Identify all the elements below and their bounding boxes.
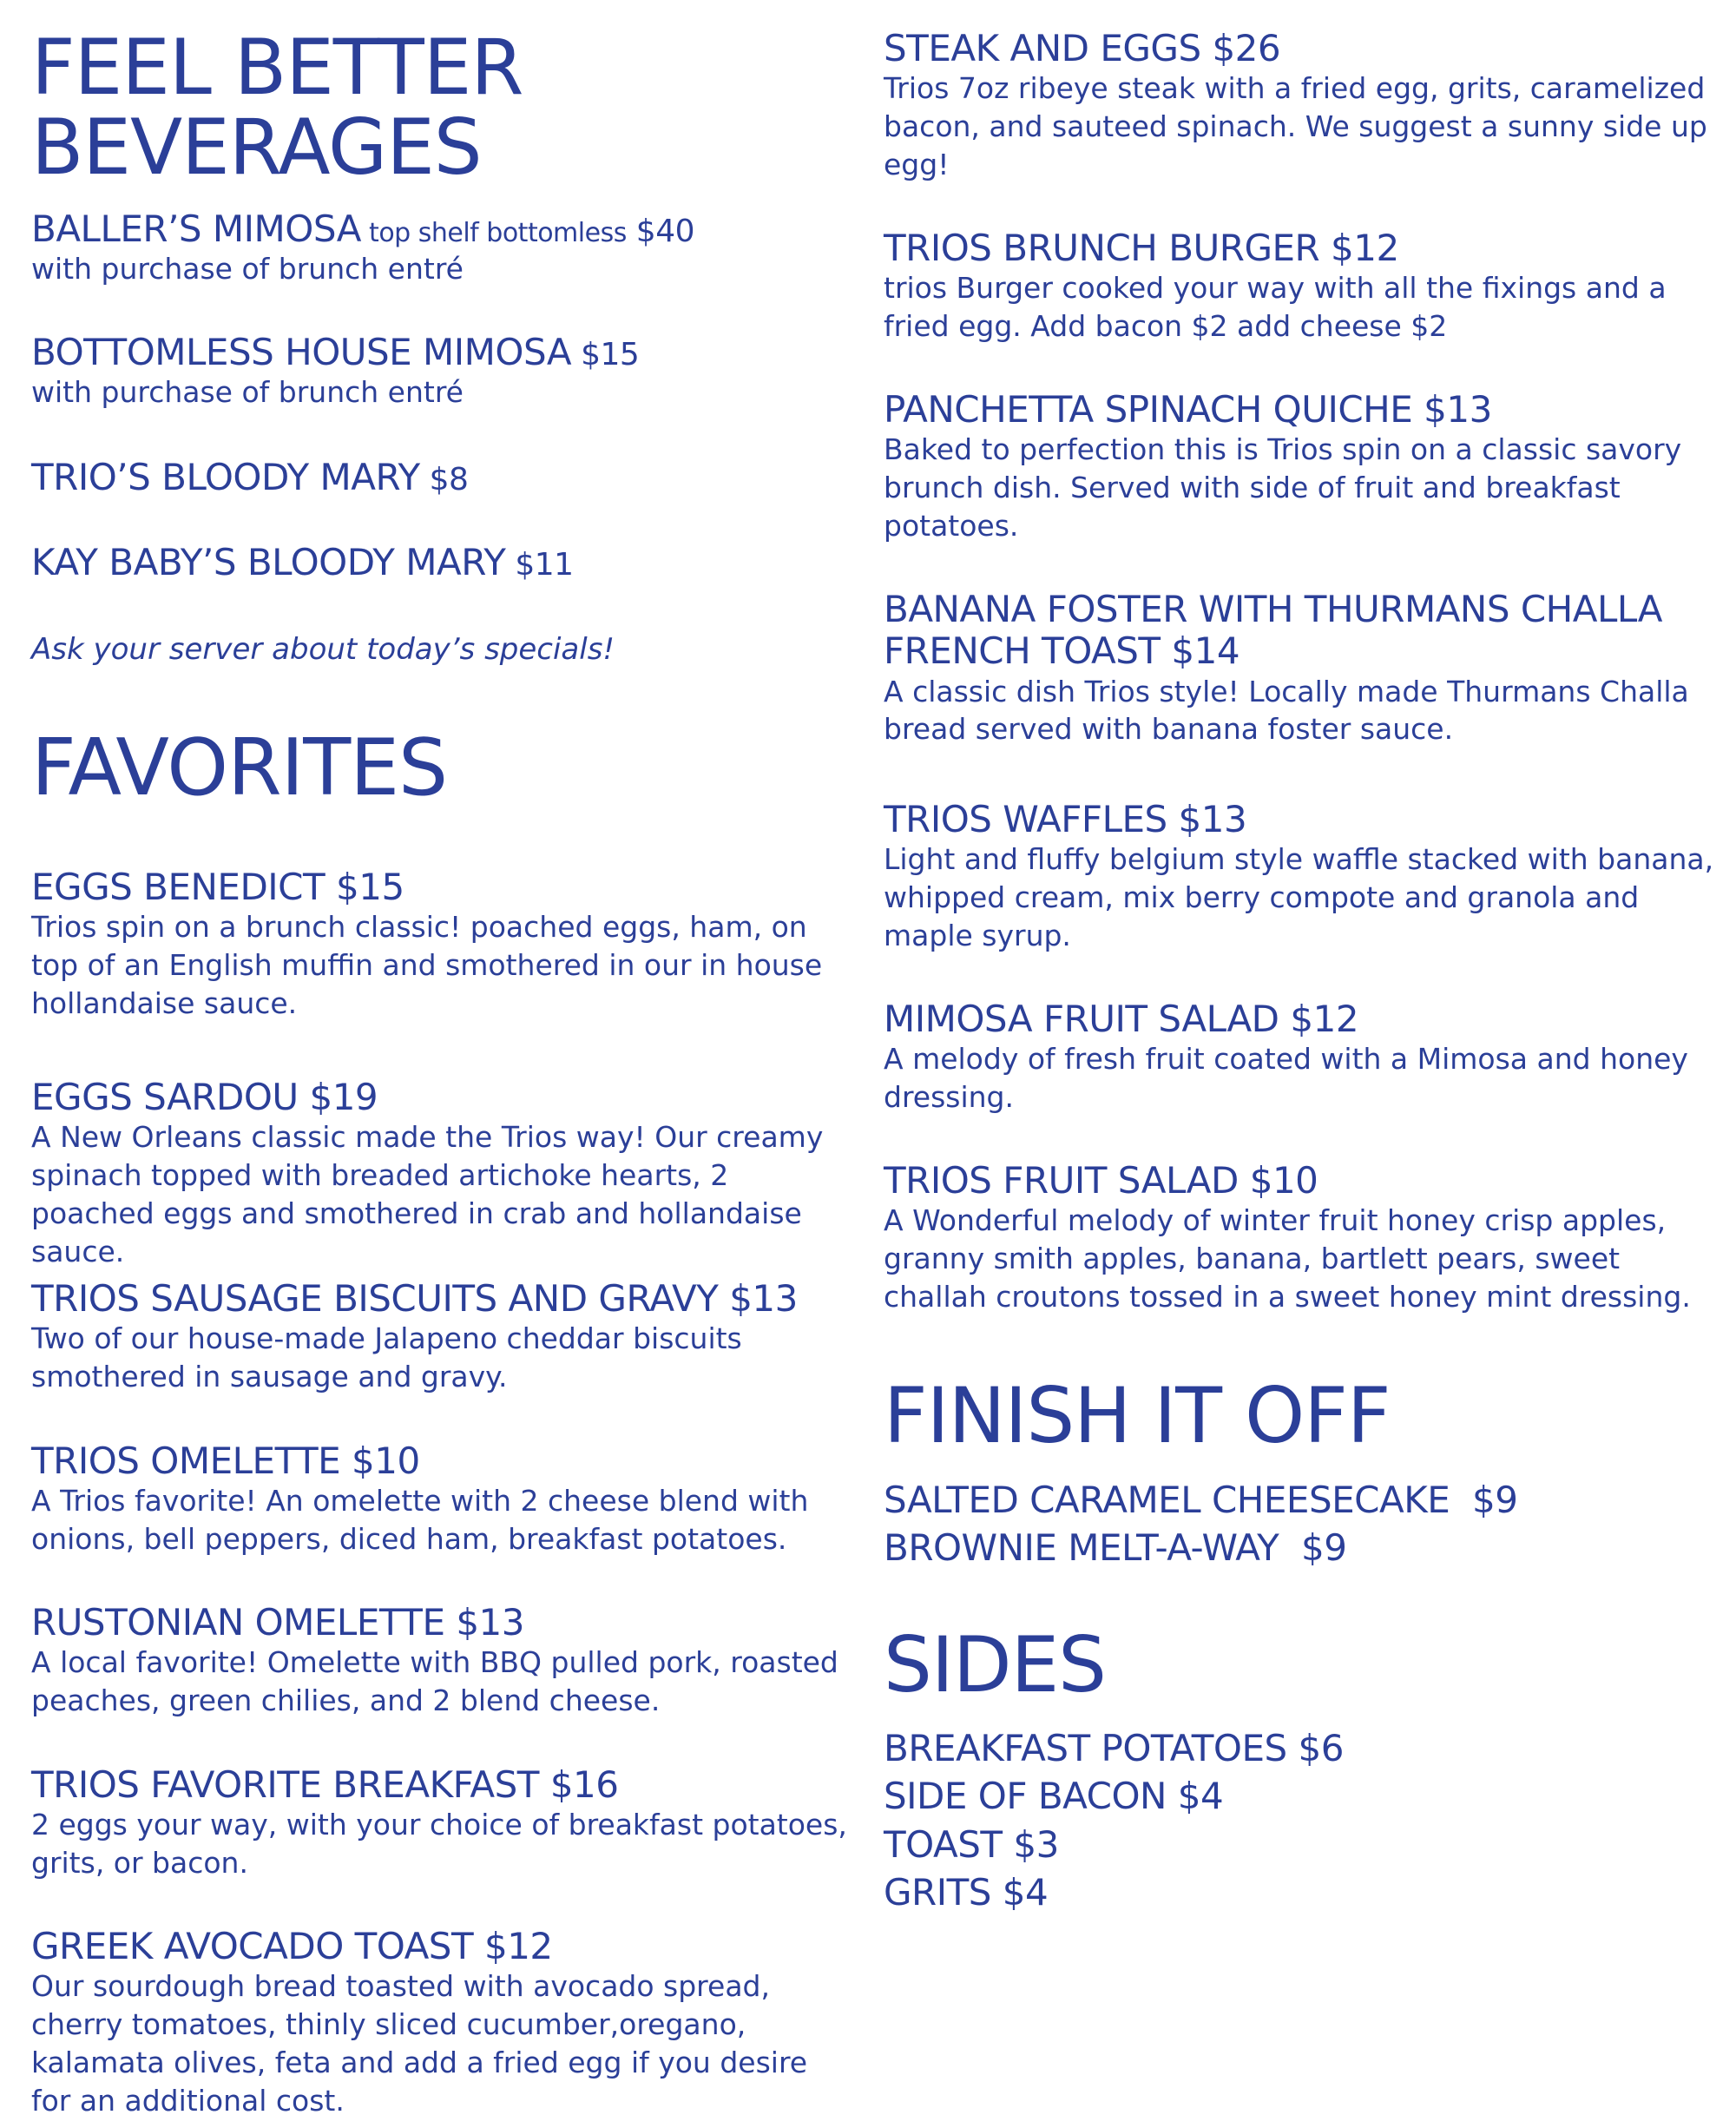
menu-item bbox=[31, 1926, 847, 2120]
menu-item bbox=[31, 1440, 847, 1558]
side-item: SIDE OF BACON $4 bbox=[884, 1775, 1224, 1818]
finish-title: FINISH IT OFF bbox=[884, 1371, 1391, 1460]
item-description: A melody of fresh fruit coated with a Mimosa and honey dressing. bbox=[884, 1042, 1688, 1115]
menu-item bbox=[884, 1160, 1717, 1316]
item-name: GREEK AVOCADO TOAST $12 bbox=[31, 1925, 553, 1967]
menu-item bbox=[884, 389, 1717, 545]
item-description: A Trios favorite! An omelette with 2 cheese blend with onions, bell peppers, diced ham, breakfast potatoes. bbox=[31, 1484, 809, 1557]
item-price: $11 bbox=[505, 547, 574, 583]
item-name: BOTTOMLESS HOUSE MIMOSA bbox=[31, 331, 572, 373]
item-name: TRIOS FAVORITE BREAKFAST $16 bbox=[31, 1763, 619, 1806]
item-description: Baked to perfection this is Trios spin on a classic savory brunch dish. Served with side of fruit and breakfast potatoes. bbox=[884, 432, 1682, 544]
item-description: trios Burger cooked your way with all the fixings and a fried egg. Add bacon $2 add cheese $2 bbox=[884, 271, 1667, 344]
item-description: with purchase of brunch entré bbox=[31, 252, 464, 287]
side-item: TOAST $3 bbox=[884, 1822, 1059, 1866]
item-description: Two of our house-made Jalapeno cheddar biscuits smothered in sausage and gravy. bbox=[31, 1321, 742, 1394]
side-item: BREAKFAST POTATOES $6 bbox=[884, 1727, 1344, 1769]
item-name: TRIOS OMELETTE $10 bbox=[31, 1440, 420, 1482]
menu-item bbox=[31, 866, 847, 1023]
menu-item bbox=[31, 1764, 847, 1882]
item-name: EGGS BENEDICT $15 bbox=[31, 866, 404, 908]
menu-item bbox=[884, 998, 1717, 1117]
item-name: BANANA FOSTER WITH THURMANS CHALLA FRENCH TOAST $14 bbox=[884, 588, 1662, 673]
item-name: KAY BABY’S BLOODY MARY bbox=[31, 541, 506, 583]
side-item: GRITS $4 bbox=[884, 1871, 1049, 1914]
item-name: TRIOS BRUNCH BURGER $12 bbox=[884, 227, 1399, 269]
sides-title: SIDES bbox=[884, 1620, 1107, 1710]
item-description: A local favorite! Omelette with BBQ pulled pork, roasted peaches, green chilies, and 2 blend cheese. bbox=[31, 1645, 838, 1718]
item-name: TRIO’S BLOODY MARY bbox=[31, 456, 420, 498]
item-name: MIMOSA FRUIT SALAD $12 bbox=[884, 998, 1359, 1040]
favorites-title: FAVORITES bbox=[31, 722, 448, 814]
item-description: A Wonderful melody of winter fruit honey crisp apples, granny smith apples, banana, bartlett pears, sweet challah croutons tossed in a sweet honey mint dressing. bbox=[884, 1203, 1691, 1314]
menu-item-bottomless-house-mimosa bbox=[31, 332, 847, 412]
item-description: with purchase of brunch entré bbox=[31, 375, 464, 410]
item-name: STEAK AND EGGS $26 bbox=[884, 27, 1281, 69]
item-name: EGGS SARDOU $19 bbox=[31, 1076, 378, 1118]
menu-item bbox=[884, 28, 1717, 184]
menu-item bbox=[31, 1077, 847, 1271]
item-name: TRIOS FRUIT SALAD $10 bbox=[884, 1159, 1318, 1202]
menu-item bbox=[884, 589, 1717, 748]
item-price: $8 bbox=[419, 462, 469, 497]
item-description: 2 eggs your way, with your choice of breakfast potatoes, grits, or bacon. bbox=[31, 1808, 847, 1881]
beverages-title: FEEL BETTER BEVERAGES bbox=[31, 23, 523, 193]
dessert-item: SALTED CARAMEL CHEESECAKE $9 bbox=[884, 1479, 1518, 1521]
item-description: A classic dish Trios style! Locally made Thurmans Challa bread served with banana foster sauce. bbox=[884, 674, 1689, 747]
item-note: top shelf bottomless bbox=[361, 218, 627, 248]
finish-list bbox=[884, 1476, 1717, 1572]
menu-item bbox=[31, 1602, 847, 1720]
item-price: $15 bbox=[571, 337, 640, 372]
item-description: Trios 7oz ribeye steak with a fried egg, grits, caramelized bacon, and sauteed spinach. We suggest a sunny side up egg! bbox=[884, 71, 1707, 182]
menu-item bbox=[884, 227, 1717, 346]
item-name: TRIOS WAFFLES $13 bbox=[884, 798, 1247, 840]
menu-item-trios-bloody-mary bbox=[31, 457, 847, 498]
menu-item-ballers-mimosa bbox=[31, 208, 847, 288]
item-name: BALLER’S MIMOSA bbox=[31, 208, 362, 250]
menu-item bbox=[31, 1278, 847, 1396]
sides-list bbox=[884, 1724, 1717, 1917]
menu-item bbox=[884, 799, 1717, 955]
item-description: Light and fluffy belgium style waffle stacked with banana, whipped cream, mix berry compote and granola and maple syrup. bbox=[884, 842, 1714, 953]
item-price: $40 bbox=[626, 214, 694, 249]
item-name: TRIOS SAUSAGE BISCUITS AND GRAVY $13 bbox=[31, 1277, 798, 1320]
item-description: Our sourdough bread toasted with avocado spread, cherry tomatoes, thinly sliced cucumber,oregano, kalamata olives, feta and add a fried egg if you desire for an additional cost. bbox=[31, 1969, 808, 2118]
item-name: RUSTONIAN OMELETTE $13 bbox=[31, 1601, 524, 1644]
item-description: A New Orleans classic made the Trios way! Our creamy spinach topped with breaded artichoke hearts, 2 poached eggs and smothered in crab and hollandaise sauce. bbox=[31, 1120, 824, 1268]
dessert-item: BROWNIE MELT-A-WAY $9 bbox=[884, 1526, 1347, 1570]
menu-item-kay-babys-bloody-mary bbox=[31, 542, 847, 583]
specials-note: Ask your server about today’s specials! bbox=[31, 632, 615, 667]
item-name: PANCHETTA SPINACH QUICHE $13 bbox=[884, 388, 1492, 431]
item-description: Trios spin on a brunch classic! poached eggs, ham, on top of an English muffin and smothered in our in house hollandaise sauce. bbox=[31, 910, 823, 1021]
